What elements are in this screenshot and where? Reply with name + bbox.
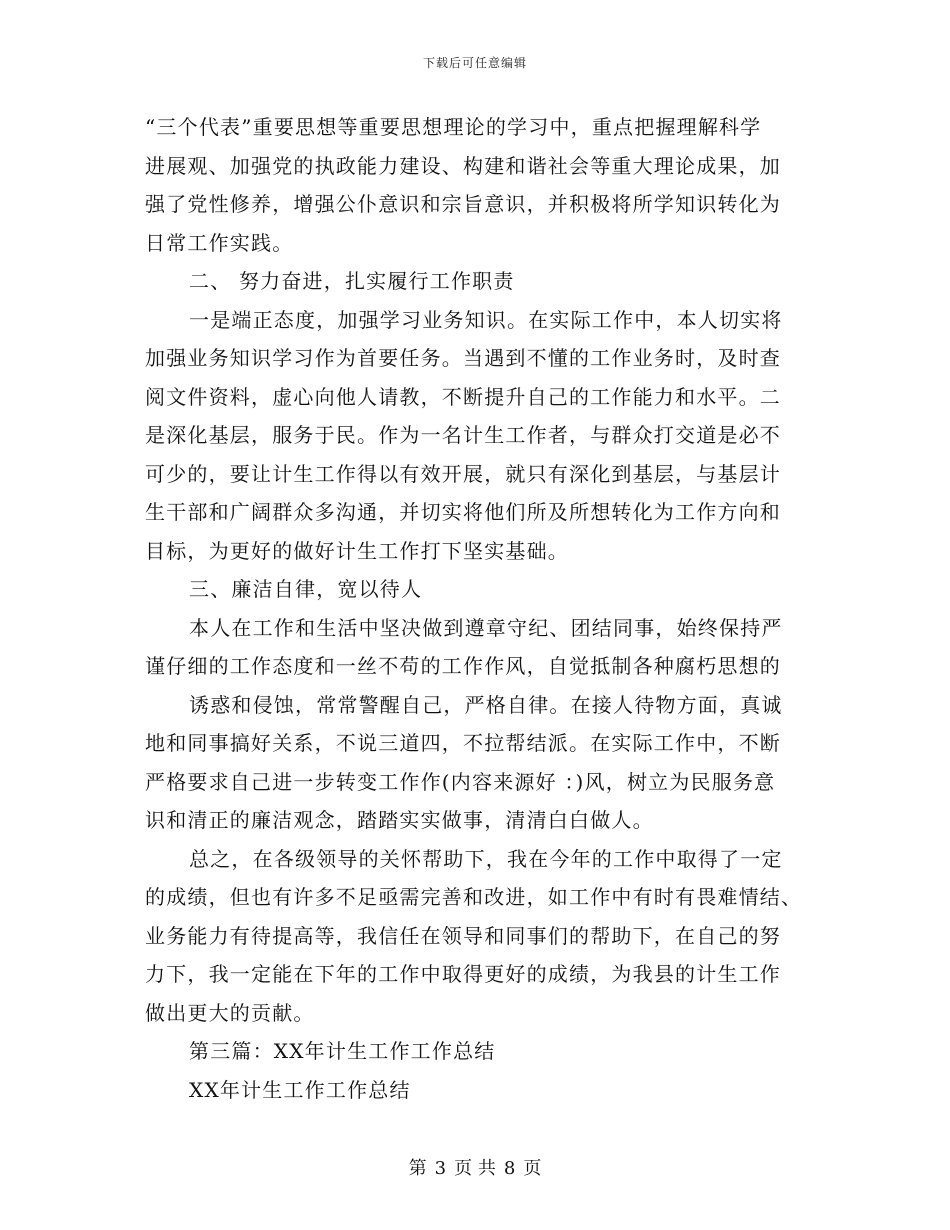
body-line: “三个代表”重要思想等重要思想理论的学习中，重点把握理解科学 (145, 115, 762, 139)
body-line: 总之，在各级领导的关怀帮助下，我在今年的工作中取得了一定 (189, 846, 783, 871)
body-line: 可少的，要让计生工作得以有效开展，就只有深化到基层，与基层计 (145, 461, 781, 486)
current-page-number: 3 (434, 1158, 447, 1179)
body-line: 日常工作实践。 (145, 230, 294, 255)
total-pages-number: 8 (503, 1158, 516, 1179)
document-body (145, 108, 815, 1109)
body-line: 地和同事搞好关系，不说三道四，不拉帮结派。在实际工作中，不断 (145, 731, 781, 755)
body-line: 生干部和广阔群众多沟通，并切实将他们所及所想转化为工作方向和 (145, 500, 781, 524)
page-label-middle: 页 共 (454, 1158, 496, 1179)
body-line: 业务能力有待提高等，我信任在领导和同事们的帮助下，在自己的努 (145, 923, 781, 948)
body-line: 力下，我一定能在下年的工作中取得更好的成绩，为我县的计生工作 (145, 962, 781, 986)
page-header: 下载后可任意编辑 (422, 56, 527, 70)
body-line: 阅文件资料，虚心向他人请教，不断提升自己的工作能力和水平。二 (145, 384, 781, 409)
section-heading: 二、 努力奋进，扎实履行工作职责 (189, 269, 515, 293)
body-line: 本人在工作和生活中坚决做到遵章守纪、团结同事，始终保持严 (189, 615, 783, 640)
body-line: 的成绩，但也有许多不足亟需完善和改进，如工作中有时有畏难情结、 (145, 885, 803, 909)
body-line: 诱惑和侵蚀，常常警醒自己，严格自律。在接人待物方面，真诚 (189, 692, 783, 717)
body-line: 强了党性修养，增强公仆意识和宗旨意识，并积极将所学知识转化为 (145, 192, 781, 216)
body-line: 识和清正的廉洁观念，踏踏实实做事，清清白白做人。 (145, 808, 654, 832)
body-line: 目标，为更好的做好计生工作打下坚实基础。 (145, 538, 569, 563)
chapter-title: 第三篇：XX年计生工作工作总结 (189, 1039, 496, 1063)
body-line: 严格要求自己进一步转变工作作(内容来源好 ：)风，树立为民服务意 (145, 769, 776, 794)
body-line: 加强业务知识学习作为首要任务。当遇到不懂的工作业务时，及时查 (145, 346, 781, 370)
body-line: 一是端正态度，加强学习业务知识。在实际工作中，本人切实将 (189, 307, 783, 332)
body-line: 进展观、加强党的执政能力建设、构建和谐社会等重大理论成果，加 (145, 153, 781, 178)
chapter-subtitle: XX年计生工作工作总结 (189, 1077, 411, 1102)
body-line: 做出更大的贡献。 (145, 1000, 315, 1025)
body-line: 谨仔细的工作态度和一丝不苟的工作作风，自觉抵制各种腐朽思想的 (145, 654, 781, 678)
page-label-suffix: 页 (523, 1158, 542, 1179)
section-heading: 三、廉洁自律，宽以待人 (189, 577, 423, 601)
page-footer (0, 1154, 950, 1180)
page-label-prefix: 第 (408, 1158, 427, 1179)
body-line: 是深化基层，服务于民。作为一名计生工作者，与群众打交道是必不 (145, 423, 781, 447)
